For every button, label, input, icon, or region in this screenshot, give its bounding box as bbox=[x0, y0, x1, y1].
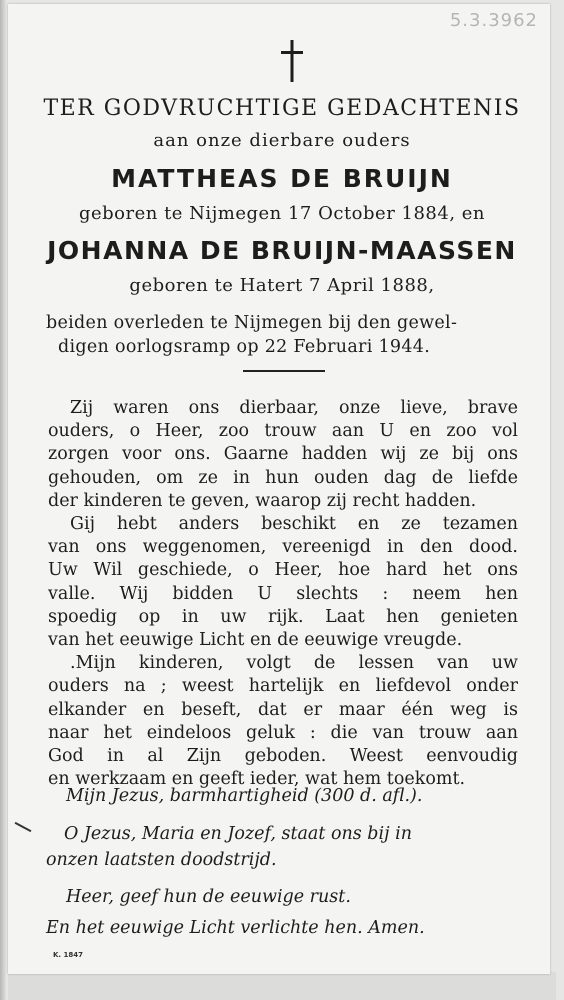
prayer-line: Heer, geef hun de eeuwige rust. bbox=[66, 887, 351, 907]
person1-birth: geboren te Nijmegen 17 October 1884, en bbox=[78, 203, 486, 224]
prayer-line: onzen laatsten doodstrijd. bbox=[46, 850, 277, 870]
text-line: spoedig op in uw rijk. Laat hen genieten bbox=[48, 606, 518, 627]
text-line: naar het eindeloos geluk : die van trouw aan bbox=[48, 722, 518, 743]
text-line: Gij hebt anders beschikt en ze tezamen bbox=[70, 514, 518, 535]
text-line: van het eeuwige Licht en de eeuwige vreugde. bbox=[48, 630, 463, 651]
text-line: zorgen voor ons. Gaarne hadden wij ze bij ons bbox=[48, 444, 518, 465]
text-line: Zij waren ons dierbaar, onze lieve, brave bbox=[70, 398, 518, 418]
text-line: valle. Wij bidden U slechts : neem hen bbox=[48, 583, 518, 604]
deceased-statement bbox=[46, 311, 516, 359]
print-code: K. 1847 bbox=[53, 951, 84, 959]
deceased-line: digen oorlogsramp op 22 Februari 1944. bbox=[58, 337, 431, 357]
person2-birth: geboren te Hatert 7 April 1888, bbox=[129, 275, 435, 296]
dedication-heading: TER GODVRUCHTIGE GEDACHTENIS bbox=[43, 96, 521, 121]
person1-name: MATTHEAS DE BRUIJN bbox=[111, 164, 453, 193]
person2-name: JOHANNA DE BRUIJN-MAASSEN bbox=[47, 236, 517, 265]
text-line: ouders, o Heer, zoo trouw aan U en zoo vol bbox=[48, 421, 518, 442]
text-line: en werkzaam en geeft ieder, wat hem toekomt. bbox=[48, 769, 466, 790]
dedication-subtitle: aan onze dierbare ouders bbox=[153, 130, 411, 151]
archive-number: 5.3.3962 bbox=[449, 10, 538, 31]
prayer-line: En het eeuwige Licht verlichte hen. Amen. bbox=[46, 918, 425, 938]
text-line: van ons weggenomen, vereenigd in den dood. bbox=[48, 537, 518, 558]
prayer-line: Mijn Jezus, barmhartigheid (300 d. afl.). bbox=[66, 786, 423, 806]
text-line: ouders na ; weest hartelijk en liefdevol onder bbox=[48, 676, 518, 697]
memorial-text bbox=[48, 397, 518, 791]
text-line: Uw Wil geschiede, o Heer, hoe hard het ons bbox=[48, 560, 518, 581]
text-line: der kinderen te geven, waarop zij recht hadden. bbox=[48, 490, 477, 511]
text-line: gehouden, om ze in hun ouden dag de liefde bbox=[48, 467, 518, 488]
cross-icon bbox=[281, 40, 303, 82]
deceased-line: beiden overleden te Nijmegen bij den gewel- bbox=[46, 313, 458, 333]
text-line: .Mijn kinderen, volgt de lessen van uw bbox=[70, 653, 518, 674]
prayer-line: O Jezus, Maria en Jozef, staat ons bij in bbox=[64, 824, 412, 844]
text-line: elkander en beseft, dat er maar één weg is bbox=[48, 699, 518, 720]
text-line: God in al Zijn geboden. Weest eenvoudig bbox=[48, 746, 518, 767]
divider bbox=[243, 370, 325, 372]
scan-background bbox=[8, 972, 556, 1000]
